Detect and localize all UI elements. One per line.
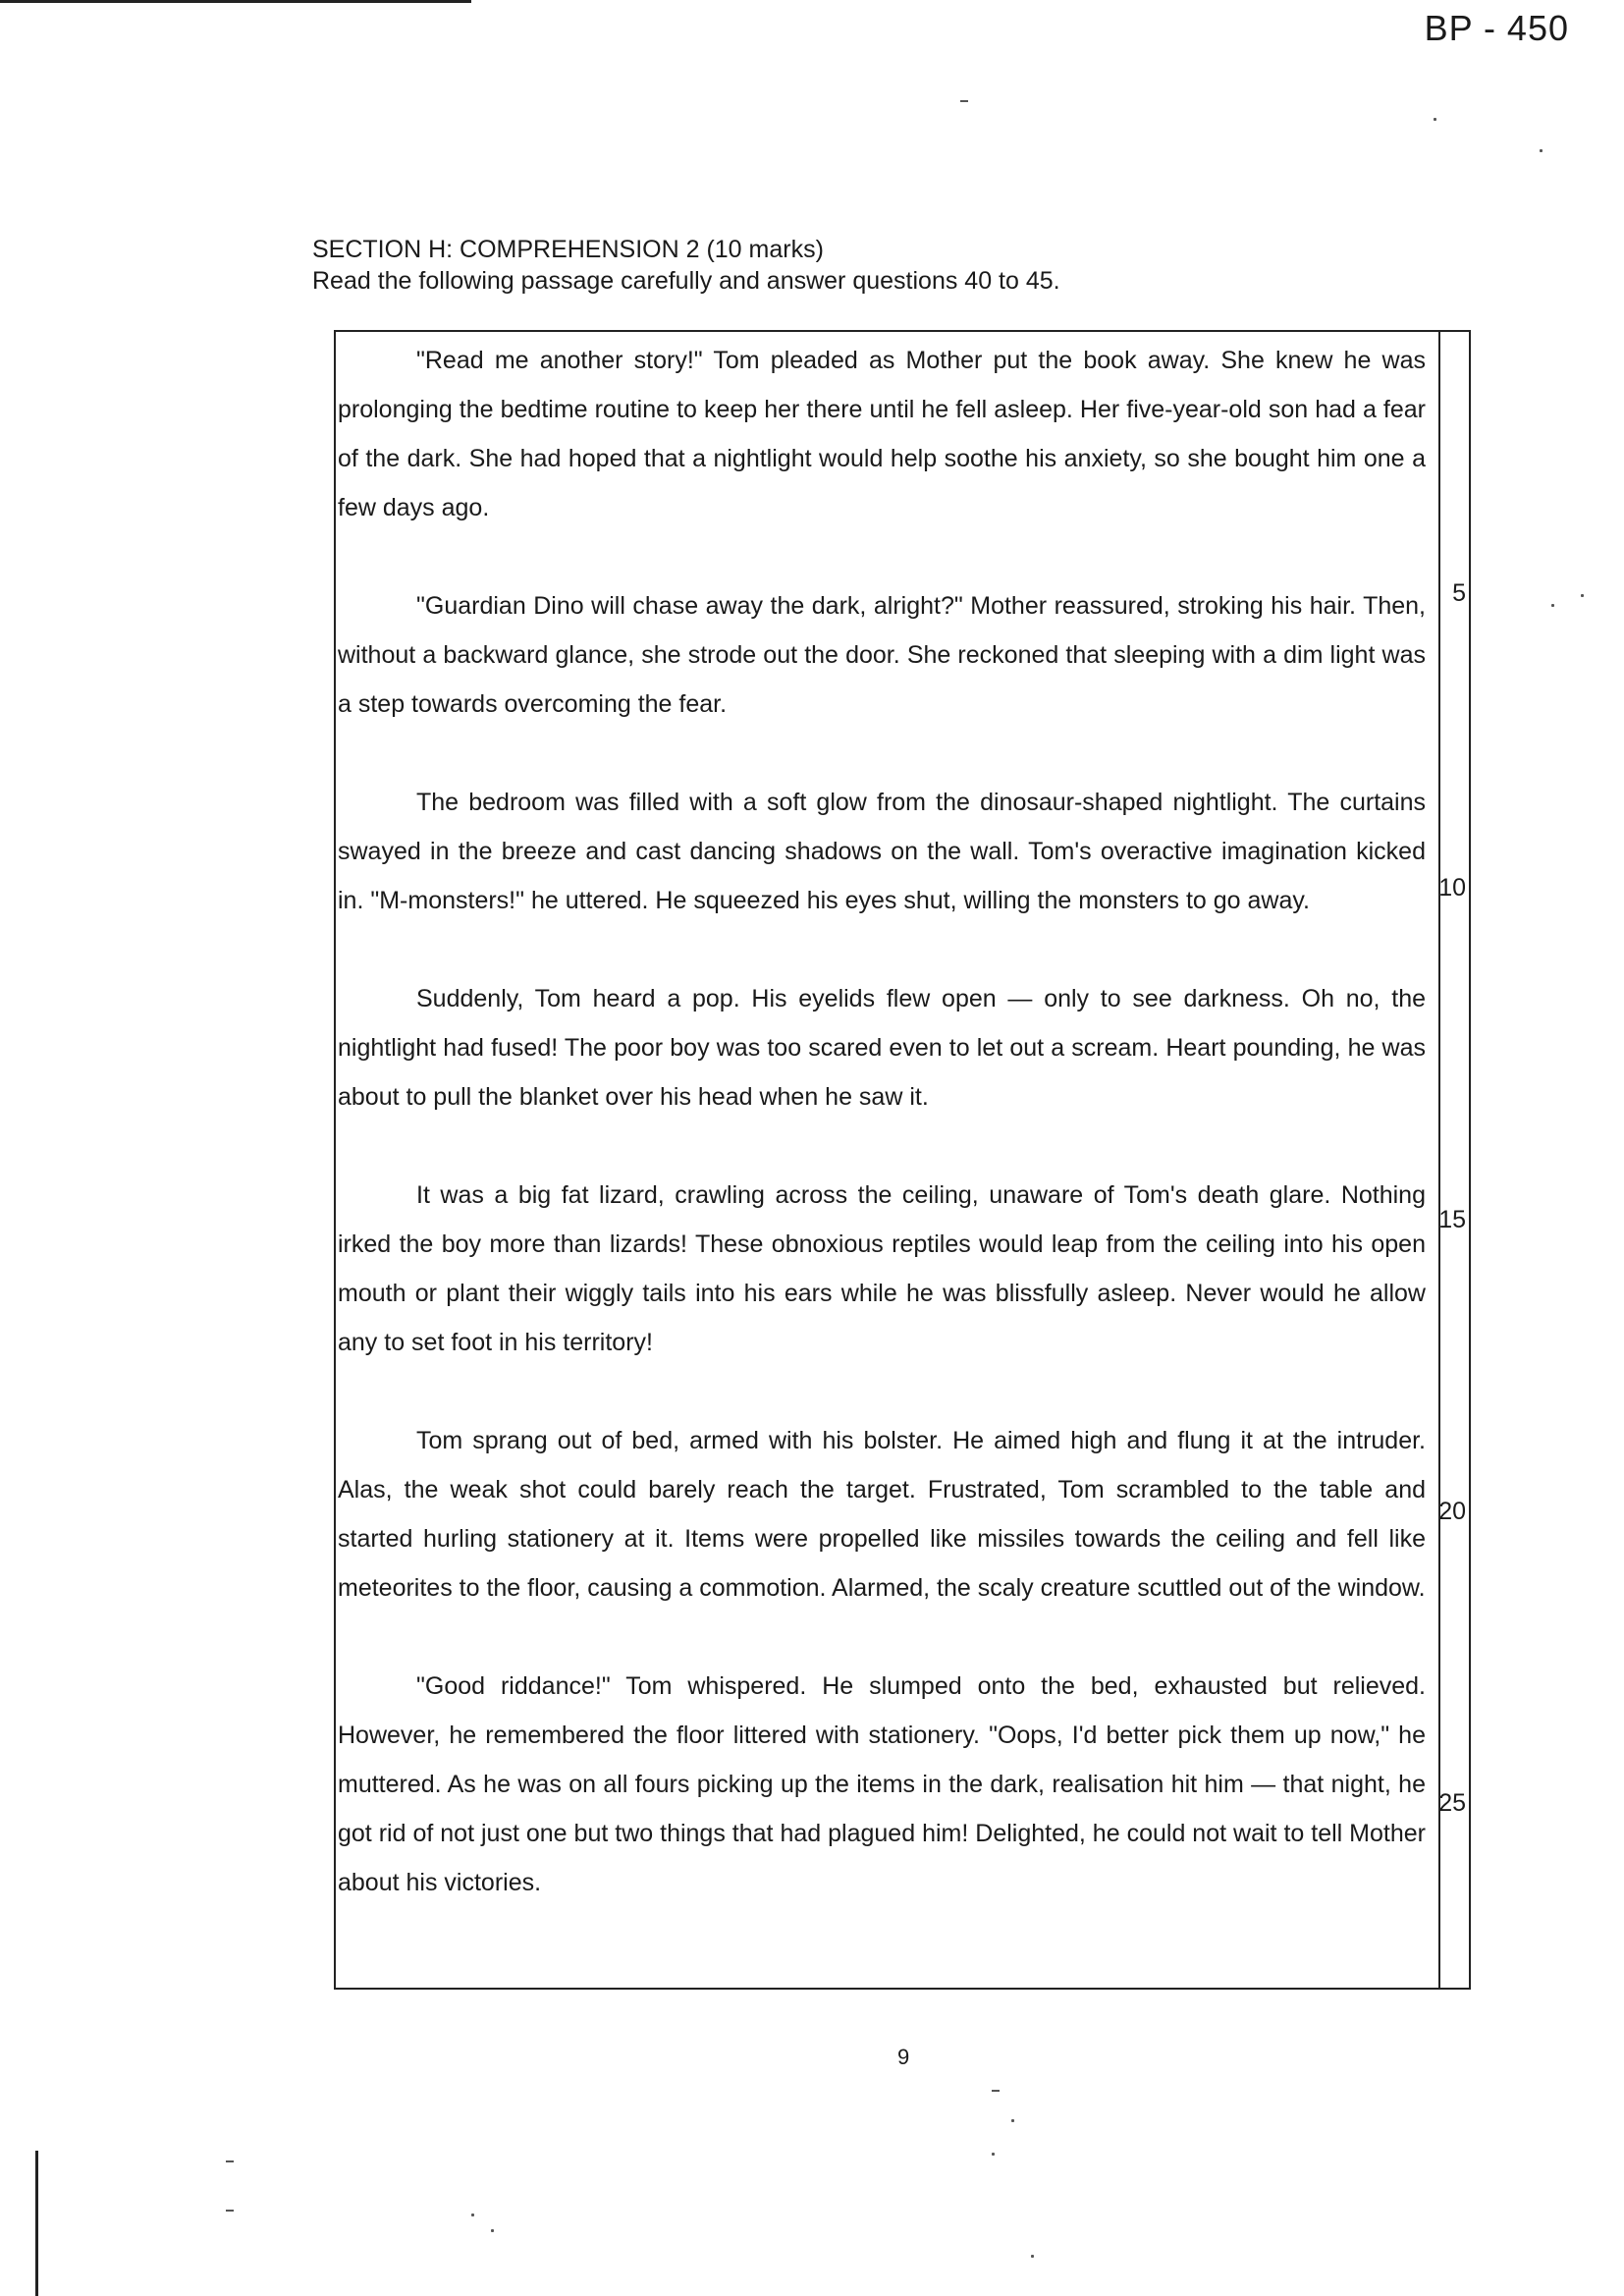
- scan-speck: [1434, 118, 1436, 121]
- scan-speck: [1031, 2255, 1034, 2258]
- line-number: 10: [1438, 874, 1466, 902]
- passage-paragraph: Tom sprang out of bed, armed with his bolster. He aimed high and flung it at the intruder. Alas, the weak shot could barely reach the target. Frustrated, Tom scrambled to the table and started hurling stationery at it. Items were propelled like missiles towards the ceiling and fell like meteorites to the floor, causing a commotion. Alarmed, the scaly creature scuttled out of the window.: [338, 1427, 1426, 1602]
- scan-speck: [226, 2160, 234, 2162]
- line-number: 5: [1452, 579, 1466, 607]
- top-rule: [0, 0, 471, 3]
- line-number: 20: [1438, 1498, 1466, 1525]
- scan-speck: [1011, 2119, 1014, 2122]
- paper-code: BP - 450: [1424, 8, 1569, 48]
- scan-speck: [1581, 594, 1584, 597]
- scan-speck: [1551, 604, 1554, 607]
- passage-paragraph: "Read me another story!" Tom pleaded as Mother put the book away. She knew he was prolonging the bedtime routine to keep her there until he fell asleep. Her five-year-old son had a fear of the dark. She had hoped that a nightlight would help soothe his anxiety, so she bought him one a few days ago.: [338, 347, 1426, 521]
- scan-speck: [226, 2210, 234, 2212]
- scan-speck: [960, 100, 968, 102]
- passage-paragraph: The bedroom was filled with a soft glow from the dinosaur-shaped nightlight. The curtains swayed in the breeze and cast dancing shadows on the wall. Tom's overactive imagination kicked in. "M-monsters!" he uttered. He squeezed his eyes shut, willing the monsters to go away.: [338, 789, 1426, 914]
- scan-speck: [471, 2214, 474, 2216]
- line-number: 25: [1438, 1789, 1466, 1817]
- section-title: SECTION H: COMPREHENSION 2 (10 marks): [312, 236, 824, 263]
- line-number: 15: [1438, 1206, 1466, 1233]
- passage-text: [338, 336, 1426, 1956]
- binding-edge-line: [35, 2151, 38, 2296]
- scan-speck: [491, 2229, 494, 2232]
- scan-speck: [992, 2090, 1000, 2092]
- section-instruction: Read the following passage carefully and answer questions 40 to 45.: [312, 267, 1060, 295]
- scan-speck: [992, 2153, 995, 2156]
- page-number: 9: [897, 2045, 910, 2069]
- scan-speck: [1540, 149, 1543, 152]
- passage-paragraph: Suddenly, Tom heard a pop. His eyelids flew open — only to see darkness. Oh no, the nightlight had fused! The poor boy was too scared even to let out a scream. Heart pounding, he was about to pull the blanket over his head when he saw it.: [338, 985, 1426, 1111]
- passage-paragraph: It was a big fat lizard, crawling across the ceiling, unaware of Tom's death glare. Nothing irked the boy more than lizards! These obnoxious reptiles would leap from the ceiling into his open mouth or plant their wiggly tails into his ears while he was blissfully asleep. Never would he allow any to set foot in his territory!: [338, 1181, 1426, 1356]
- passage-paragraph: "Good riddance!" Tom whispered. He slumped onto the bed, exhausted but relieved. However, he remembered the floor littered with stationery. "Oops, I'd better pick them up now," he muttered. As he was on all fours picking up the items in the dark, realisation hit him — that night, he got rid of not just one but two things that had plagued him! Delighted, he could not wait to tell Mother about his victories.: [338, 1672, 1426, 1896]
- passage-paragraph: "Guardian Dino will chase away the dark, alright?" Mother reassured, stroking his hair. Then, without a backward glance, she strode out the door. She reckoned that sleeping with a dim light was a step towards overcoming the fear.: [338, 592, 1426, 718]
